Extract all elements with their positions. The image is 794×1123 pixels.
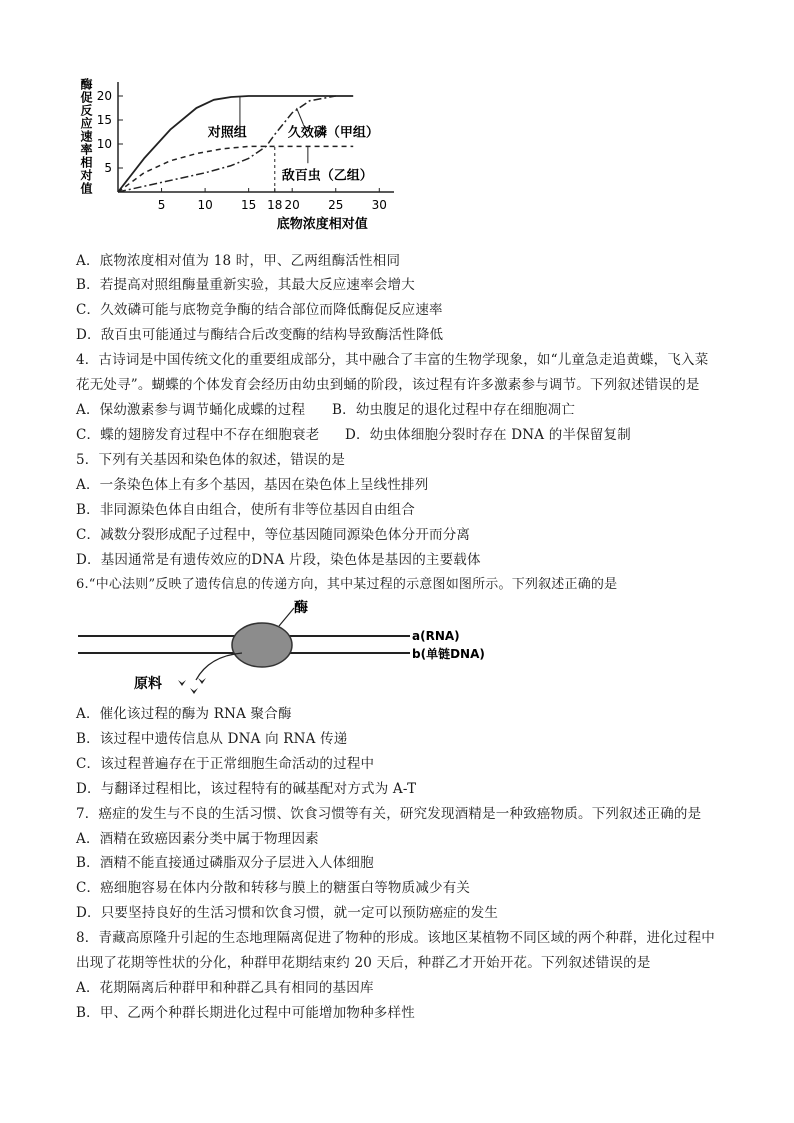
q4-option-d: D．幼虫体细胞分裂时存在 DNA 的半保留复制 bbox=[345, 427, 631, 443]
x-tick-label: 15 bbox=[241, 198, 257, 212]
y-tick-label: 15 bbox=[96, 113, 112, 127]
material-label: 原料 bbox=[134, 676, 162, 692]
material-dot-1 bbox=[178, 680, 186, 686]
q8-option-b: B．甲、乙两个种群长期进化过程中可能增加物种多样性 bbox=[76, 1005, 415, 1021]
q5-option-a: A．一条染色体上有多个基因，基因在染色体上呈线性排列 bbox=[76, 477, 429, 493]
transcription-diagram bbox=[74, 598, 514, 700]
x-tick-label: 20 bbox=[284, 198, 300, 212]
q6-option-d: D．与翻译过程相比，该过程特有的碱基配对方式为 A-T bbox=[76, 781, 417, 797]
q6-option-c: C．该过程普遍存在于正常细胞生命活动的过程中 bbox=[76, 756, 375, 772]
q3-option-d: D．敌百虫可能通过与酶结合后改变酶的结构导致酶活性降低 bbox=[76, 327, 444, 343]
enzyme-label: 酶 bbox=[294, 600, 308, 616]
q7-option-b: B．酒精不能直接通过磷脂双分子层进入人体细胞 bbox=[76, 855, 374, 871]
q5-option-b: B．非同源染色体自由组合，使所有非等位基因自由组合 bbox=[76, 502, 415, 518]
q3-option-a: A．底物浓度相对值为 18 时，甲、乙两组酶活性相同 bbox=[76, 253, 401, 269]
q8-option-a: A．花期隔离后种群甲和种群乙具有相同的基因库 bbox=[76, 980, 374, 996]
q5-option-c: C．减数分裂形成配子过程中，等位基因随同源染色体分开而分离 bbox=[76, 527, 471, 543]
q4-stem-line1: 4．古诗词是中国传统文化的重要组成部分，其中融合了丰富的生物学现象，如“儿童急走追黄蝶，飞入菜 bbox=[76, 352, 709, 368]
q4-option-c: C．蝶的翅膀发育过程中不存在细胞衰老 bbox=[76, 427, 320, 443]
q4-stem-line2: 花无处寻”。蝴蝶的个体发育会经历由幼虫到蛹的阶段，该过程有许多激素参与调节。下列叙述错误的是 bbox=[76, 377, 700, 393]
material-arrow bbox=[196, 653, 242, 680]
q7-option-d: D．只要坚持良好的生活习惯和饮食习惯，就一定可以预防癌症的发生 bbox=[76, 905, 499, 921]
label-control: 对照组 bbox=[207, 125, 247, 141]
diagram-svg bbox=[74, 598, 514, 700]
label-jia: 久效磷（甲组） bbox=[287, 125, 379, 141]
x-tick-label: 10 bbox=[197, 198, 213, 212]
y-tick-label: 5 bbox=[104, 161, 112, 175]
q8-stem-line1: 8．青藏高原隆升引起的生态地理隔离促进了物种的形成。该地区某植物不同区域的两个种群，进化过程中 bbox=[76, 930, 715, 946]
q7-stem: 7．癌症的发生与不良的生活习惯、饮食习惯等有关，研究发现酒精是一种致癌物质。下列叙述正确的是 bbox=[76, 806, 702, 822]
chart-svg bbox=[74, 72, 404, 242]
q4-option-b: B．幼虫腹足的退化过程中存在细胞凋亡 bbox=[332, 402, 576, 418]
q5-option-d: D．基因通常是有遗传效应的DNA 片段，染色体是基因的主要载体 bbox=[76, 552, 481, 568]
x-tick-label: 18 bbox=[267, 198, 283, 212]
q6-stem: 6.“中心法则”反映了遗传信息的传递方向，其中某过程的示意图如图所示。下列叙述正确的是 bbox=[76, 577, 618, 592]
y-axis-label: 酶促反应速率相对值 bbox=[79, 78, 93, 195]
q3-option-c: C．久效磷可能与底物竞争酶的结合部位而降低酶促反应速率 bbox=[76, 302, 443, 318]
q6-option-a: A．催化该过程的酶为 RNA 聚合酶 bbox=[76, 706, 292, 722]
y-tick-label: 10 bbox=[96, 137, 112, 151]
q8-stem-line2: 出现了花期等性状的分化，种群甲花期结束约 20 天后，种群乙才开始开花。下列叙述错误的是 bbox=[76, 955, 651, 971]
enzyme-ellipse bbox=[232, 623, 292, 667]
strand-a-label: a(RNA) bbox=[412, 629, 460, 643]
q7-option-a: A．酒精在致癌因素分类中属于物理因素 bbox=[76, 831, 319, 847]
q4-option-a: A．保幼激素参与调节蛹化成蝶的过程 bbox=[76, 402, 306, 418]
y-tick-label: 20 bbox=[96, 89, 112, 103]
x-axis-label: 底物浓度相对值 bbox=[276, 217, 368, 232]
strand-b-label: b(单链DNA) bbox=[412, 647, 485, 661]
label-pointer-jia bbox=[297, 108, 304, 125]
x-tick-label: 30 bbox=[371, 198, 387, 212]
x-tick-label: 25 bbox=[328, 198, 344, 212]
x-tick-label: 5 bbox=[157, 198, 166, 212]
material-dot-3 bbox=[198, 678, 206, 684]
material-dot-2 bbox=[190, 688, 198, 694]
enzyme-rate-chart bbox=[74, 72, 404, 242]
q3-option-b: B．若提高对照组酶量重新实验，其最大反应速率会增大 bbox=[76, 277, 415, 293]
enzyme-pointer bbox=[279, 608, 294, 626]
label-yi: 敌百虫（乙组） bbox=[281, 168, 373, 184]
q7-option-c: C．癌细胞容易在体内分散和转移与膜上的糖蛋白等物质减少有关 bbox=[76, 880, 471, 896]
q6-option-b: B．该过程中遗传信息从 DNA 向 RNA 传递 bbox=[76, 731, 348, 747]
q5-stem: 5．下列有关基因和染色体的叙述，错误的是 bbox=[76, 452, 346, 468]
